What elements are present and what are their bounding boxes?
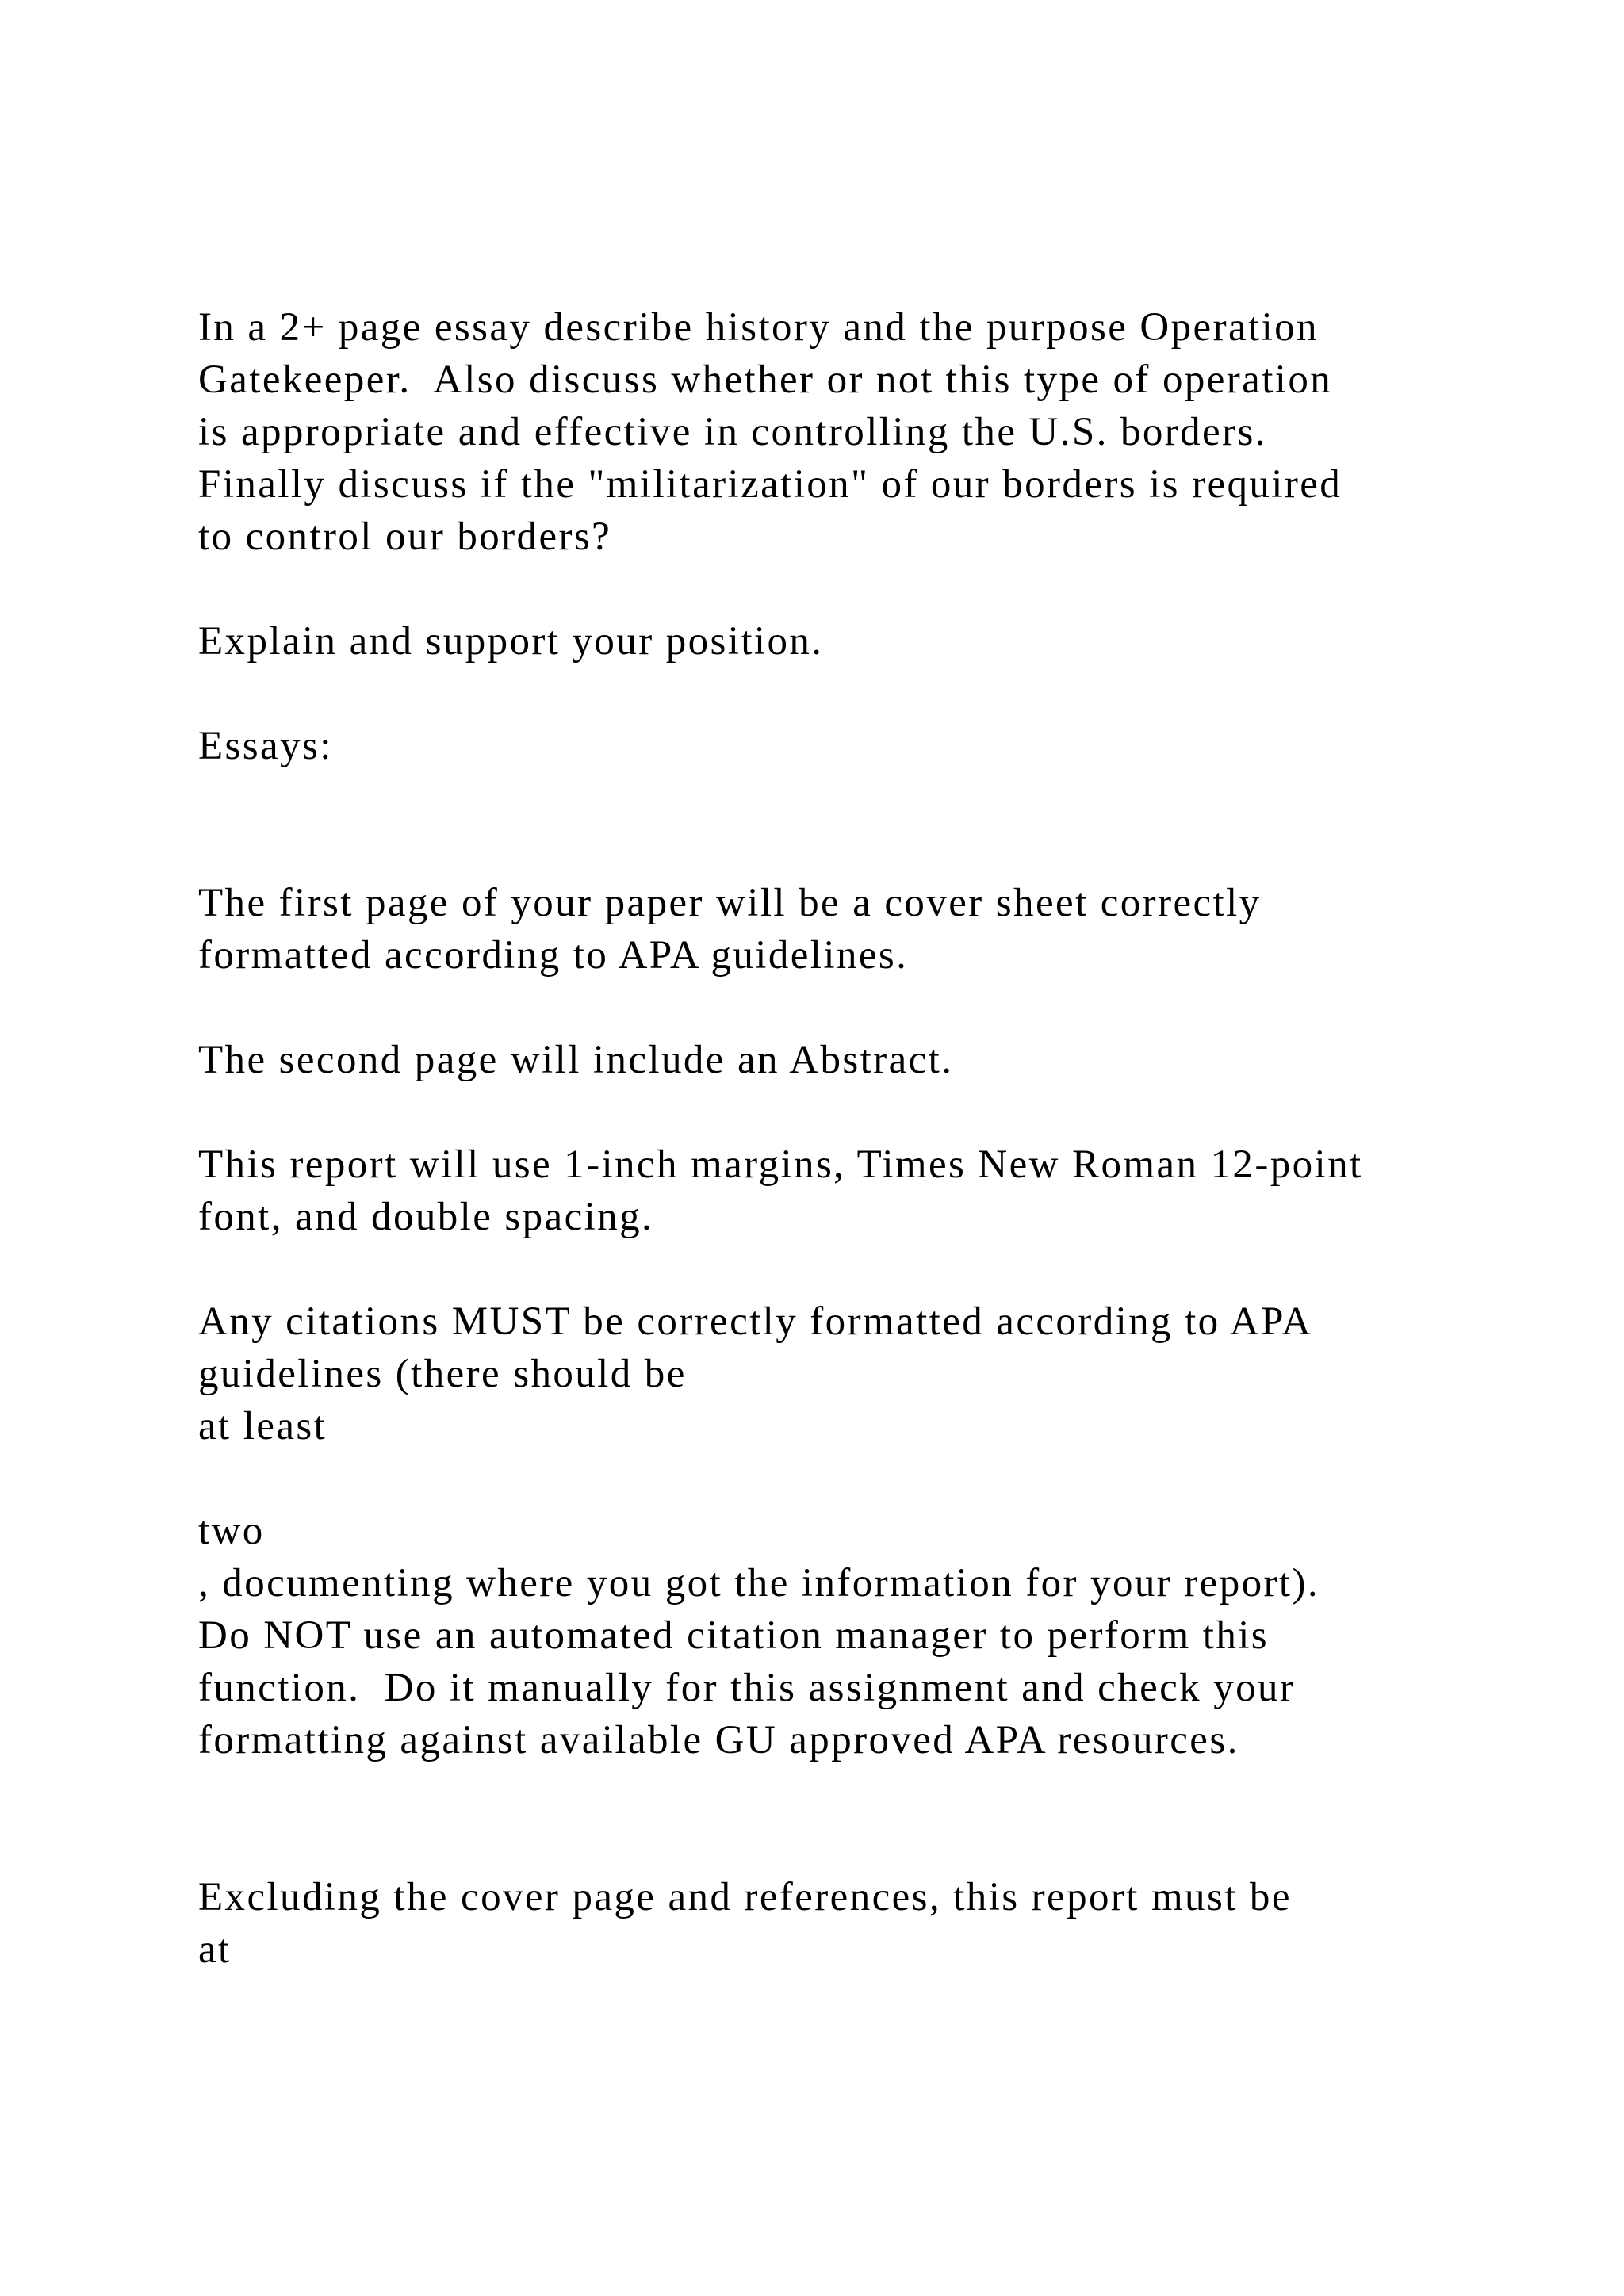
document-body	[198, 301, 1546, 1976]
text-line: Finally discuss if the "militarization" of our borders is required	[198, 462, 1342, 507]
text-line: formatting against available GU approved APA resources.	[198, 1718, 1239, 1762]
text-line: at	[198, 1927, 232, 1972]
text-line: is appropriate and effective in controlling the U.S. borders.	[198, 410, 1267, 454]
blank-line	[198, 563, 1546, 615]
text-line: guidelines (there should be	[198, 1352, 687, 1396]
blank-line	[198, 772, 1546, 825]
text-line: Any citations MUST be correctly formatted according to APA	[198, 1299, 1313, 1344]
blank-line	[198, 1819, 1546, 1871]
text-line: function. Do it manually for this assignment and check your	[198, 1666, 1296, 1710]
text-line: , documenting where you got the information for your report).	[198, 1561, 1320, 1605]
text-line: In a 2+ page essay describe history and the purpose Operation	[198, 305, 1319, 350]
text-line: two	[198, 1509, 265, 1553]
blank-line	[198, 982, 1546, 1034]
blank-line	[198, 1086, 1546, 1138]
section-label: Essays:	[198, 724, 333, 768]
text-line: at least	[198, 1404, 327, 1448]
text-line: Gatekeeper. Also discuss whether or not this type of operation	[198, 358, 1333, 402]
blank-line	[198, 1243, 1546, 1295]
text-line: Explain and support your position.	[198, 619, 824, 664]
blank-line	[198, 1766, 1546, 1819]
text-line: font, and double spacing.	[198, 1195, 654, 1239]
text-line: This report will use 1-inch margins, Times New Roman 12-point	[198, 1142, 1363, 1187]
blank-line	[198, 825, 1546, 877]
blank-line	[198, 1452, 1546, 1505]
text-line: to control our borders?	[198, 515, 612, 559]
text-line: Do NOT use an automated citation manager to perform this	[198, 1613, 1270, 1658]
blank-line	[198, 668, 1546, 720]
text-line: The second page will include an Abstract.	[198, 1038, 954, 1082]
text-line: The first page of your paper will be a cover sheet correctly	[198, 881, 1262, 925]
text-line: formatted according to APA guidelines.	[198, 933, 909, 978]
text-line: Excluding the cover page and references, this report must be	[198, 1875, 1292, 1919]
